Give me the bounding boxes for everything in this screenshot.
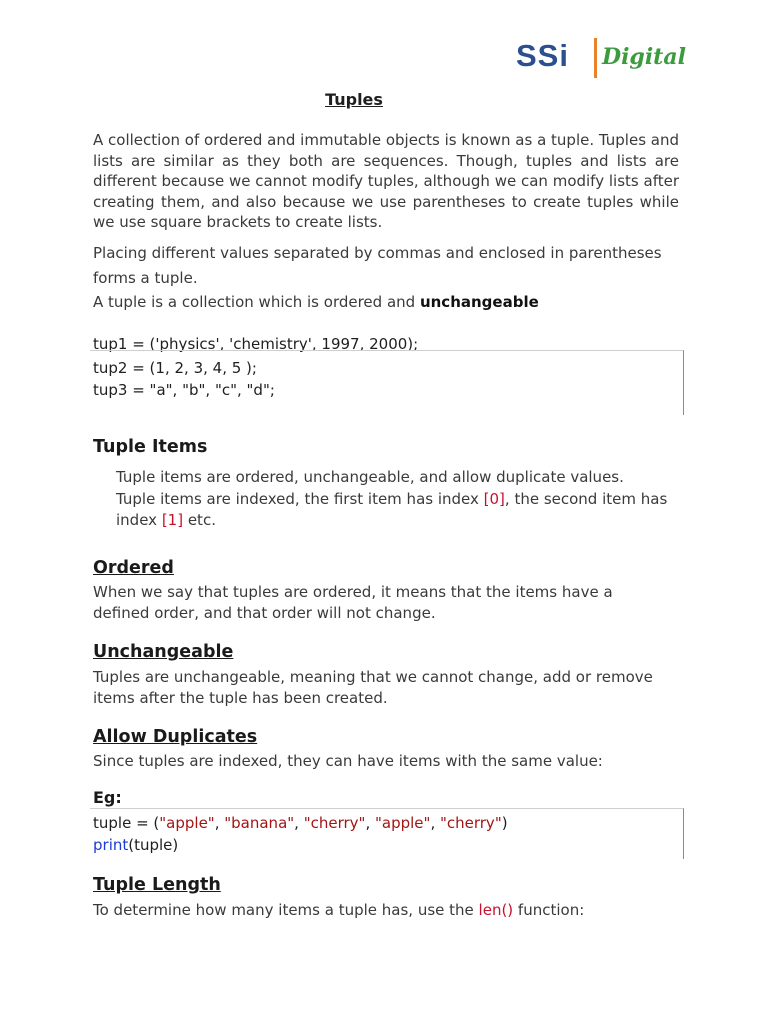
code-tuple-prefix: tuple = ( [93, 814, 160, 832]
heading-unchangeable: Unchangeable [93, 642, 234, 662]
tuple-items-line1: Tuple items are ordered, unchangeable, and allow duplicate values. [116, 468, 624, 486]
tuple-items-line3-prefix: index [116, 511, 162, 529]
logo-divider [594, 38, 597, 78]
code-line-print [93, 834, 178, 856]
string-banana: "banana" [224, 814, 295, 832]
unchangeable-text: Tuples are unchangeable, meaning that we cannot change, add or remove items after the tuple has been created. [93, 668, 653, 707]
intro-paragraph: A collection of ordered and immutable objects is known as a tuple. Tuples and lists are similar as they both are sequences. Though, tuples and lists are different because we cannot modify tuples, although we can modify lists after creating them, and also because we use parentheses to create tuples while we use square brackets to create lists. [93, 131, 679, 231]
code-close-paren: ) [501, 814, 508, 832]
code-sep: , [430, 814, 440, 832]
tuple-items-line2-suffix: , the second item has [504, 489, 668, 508]
code-sep: , [294, 814, 304, 832]
index-0-code: [0] [483, 489, 505, 508]
code-line-tuple-assign [93, 812, 508, 834]
heading-tuple-length: Tuple Length [93, 875, 221, 895]
intro-p2-line2: forms a tuple. [93, 269, 198, 287]
string-apple-2: "apple" [375, 814, 431, 832]
logo-ssi-text: SSi [516, 38, 569, 73]
code-sep: , [365, 814, 375, 832]
tuple-length-prefix: To determine how many items a tuple has, use the [93, 901, 479, 919]
intro-p2-line1: Placing different values separated by commas and enclosed in parentheses [93, 244, 662, 262]
code-line-tup3: tup3 = "a", "b", "c", "d"; [93, 381, 275, 399]
code-print-arg: (tuple) [128, 836, 179, 854]
code-line-tup1: tup1 = ('physics', 'chemistry', 1997, 2000); [93, 335, 419, 353]
string-apple: "apple" [159, 814, 215, 832]
len-function-code: len() [478, 901, 514, 919]
tuple-items-line2 [116, 489, 696, 511]
tuple-length-suffix: function: [513, 901, 585, 919]
code-sep: , [214, 814, 225, 832]
string-cherry-2: "cherry" [439, 814, 502, 832]
code-box-1 [90, 350, 684, 415]
code-line-tup2: tup2 = (1, 2, 3, 4, 5 ); [93, 359, 257, 377]
intro-paragraph-3 [93, 292, 713, 313]
tuple-items-line3 [116, 510, 696, 532]
heading-ordered: Ordered [93, 558, 174, 578]
tuple-length-text [93, 900, 693, 921]
duplicates-text: Since tuples are indexed, they can have items with the same value: [93, 752, 603, 770]
intro-p3-bold: unchangeable [419, 293, 539, 311]
ordered-text: When we say that tuples are ordered, it means that the items have a defined order, and that order will not change. [93, 583, 613, 622]
string-cherry: "cherry" [303, 814, 366, 832]
logo-digital-text: Digital [602, 44, 686, 70]
example-label: Eg: [93, 788, 122, 807]
tuple-items-line3-suffix: etc. [183, 511, 216, 529]
heading-tuple-items: Tuple Items [93, 437, 208, 457]
tuple-items-line2-prefix: Tuple items are indexed, the first item has index [116, 489, 484, 508]
page-title: Tuples [325, 90, 383, 109]
tuple-items-text [116, 467, 696, 532]
ssi-digital-logo [516, 36, 696, 82]
intro-paragraph-2 [93, 241, 713, 291]
index-1-code: [1] [161, 511, 184, 529]
intro-p3-text: A tuple is a collection which is ordered and [93, 293, 420, 311]
code-print-fn: print [93, 836, 129, 854]
heading-allow-duplicates: Allow Duplicates [93, 727, 258, 747]
code-box-2 [90, 808, 684, 859]
